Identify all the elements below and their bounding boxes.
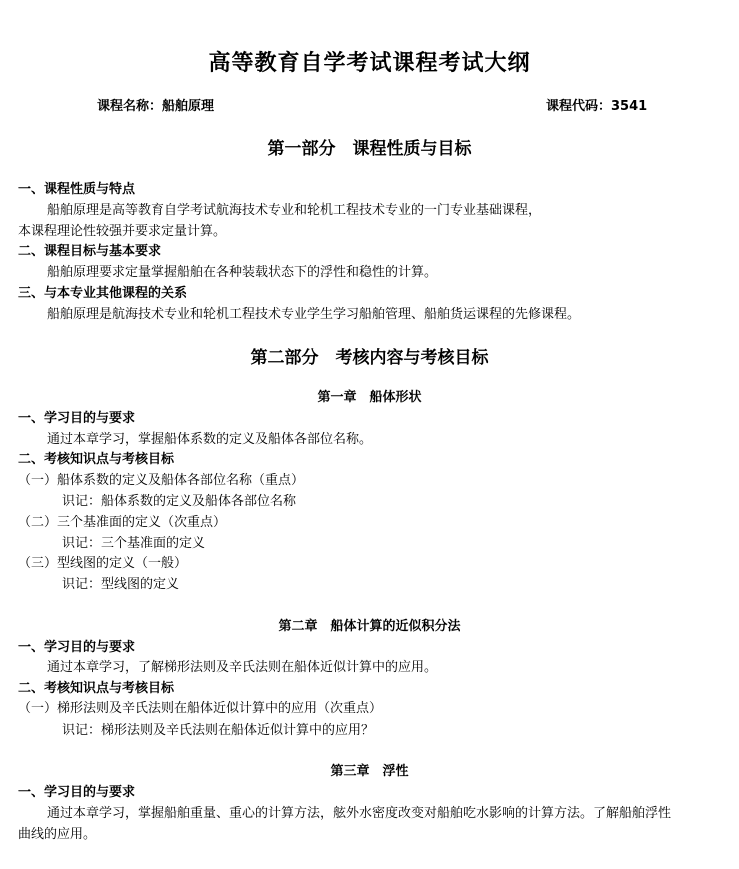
part1-section2-title: 二、课程目标与基本要求 xyxy=(18,244,162,259)
chapter3-title: 第三章 浮性 xyxy=(330,764,409,779)
chapter1-goal-title: 一、学习目的与要求 xyxy=(18,411,136,426)
part2-heading: 第二部分 考核内容与考核目标 xyxy=(250,348,489,368)
chapter1-point2: （二）三个基准面的定义（次重点） xyxy=(18,515,227,530)
chapter1-point3-detail: 识记：型线图的定义 xyxy=(62,577,180,592)
chapter3-goal-line2: 曲线的应用。 xyxy=(18,827,97,842)
chapter1-goal-text: 通过本章学习，掌握船体系数的定义及船体各部位名称。 xyxy=(47,432,373,447)
chapter2-points-title: 二、考核知识点与考核目标 xyxy=(18,681,175,696)
part1-section1-title: 一、课程性质与特点 xyxy=(18,182,136,197)
chapter2-point1-detail: 识记：梯形法则及辛氏法则在船体近似计算中的应用？ xyxy=(62,723,375,738)
chapter2-title: 第二章 船体计算的近似积分法 xyxy=(278,619,461,634)
document-title: 高等教育自学考试课程考试大纲 xyxy=(208,50,531,76)
part1-section1-line1: 船舶原理是高等教育自学考试航海技术专业和轮机工程技术专业的一门专业基础课程， xyxy=(47,203,542,218)
chapter3-goal-line1: 通过本章学习，掌握船舶重量、重心的计算方法，舷外水密度改变对船舶吃水影响的计算方法。了解船舶浮性 xyxy=(47,806,672,821)
part1-section3-title: 三、与本专业其他课程的关系 xyxy=(18,286,188,301)
chapter2-goal-title: 一、学习目的与要求 xyxy=(18,640,136,655)
part1-section2-line1: 船舶原理要求定量掌握船舶在各种装载状态下的浮性和稳性的计算。 xyxy=(47,265,438,280)
chapter1-point1: （一）船体系数的定义及船体各部位名称（重点） xyxy=(18,473,305,488)
course-code: 课程代码：3541 xyxy=(546,99,648,114)
chapter1-title: 第一章 船体形状 xyxy=(317,390,422,405)
chapter2-point1: （一）梯形法则及辛氏法则在船体近似计算中的应用（次重点） xyxy=(18,701,383,716)
chapter1-points-title: 二、考核知识点与考核目标 xyxy=(18,452,175,467)
chapter3-goal-title: 一、学习目的与要求 xyxy=(18,785,136,800)
chapter1-point1-detail: 识记：船体系数的定义及船体各部位名称 xyxy=(62,494,297,509)
part1-section1-line2: 本课程理论性较强并要求定量计算。 xyxy=(18,224,227,239)
chapter2-goal-text: 通过本章学习，了解梯形法则及辛氏法则在船体近似计算中的应用。 xyxy=(47,660,438,675)
part1-section3-line1: 船舶原理是航海技术专业和轮机工程技术专业学生学习船舶管理、船舶货运课程的先修课程。 xyxy=(47,307,581,322)
part1-heading: 第一部分 课程性质与目标 xyxy=(267,139,472,159)
chapter1-point3: （三）型线图的定义（一般） xyxy=(18,556,188,571)
course-name: 课程名称：船舶原理 xyxy=(97,99,215,114)
chapter1-point2-detail: 识记：三个基准面的定义 xyxy=(62,536,206,551)
